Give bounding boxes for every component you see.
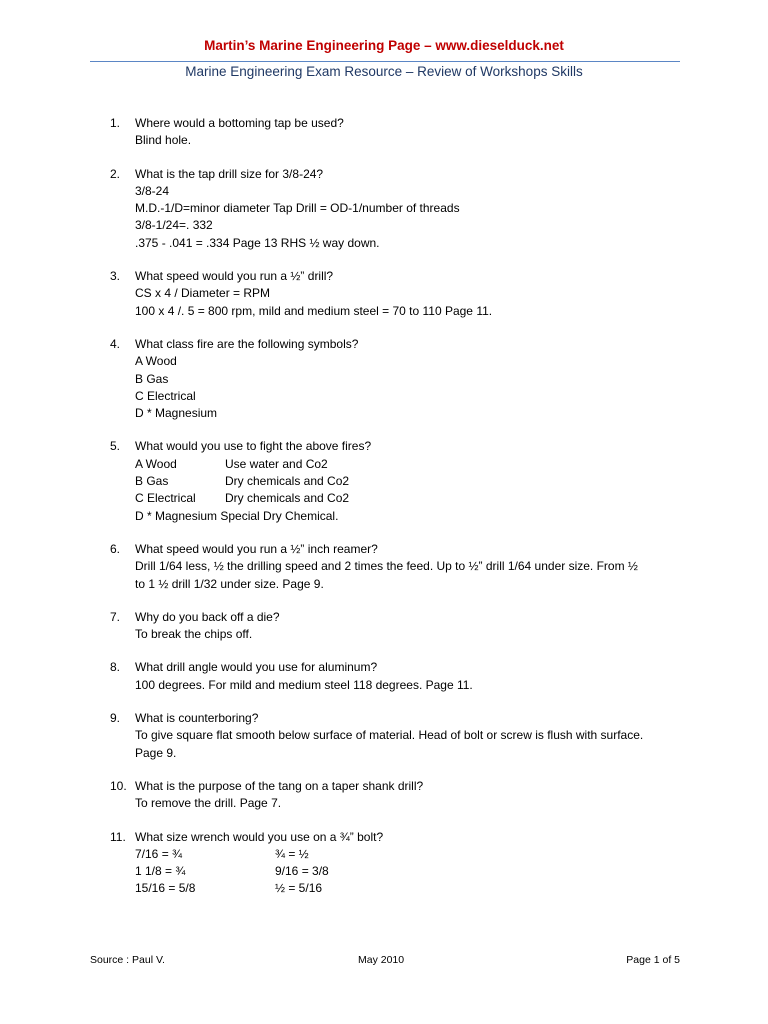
question-number: 2.	[110, 166, 121, 181]
answer-line: D * Magnesium	[135, 406, 218, 421]
fire-class: B Gas	[135, 474, 169, 489]
question-item	[110, 710, 690, 762]
answer-line: To remove the drill. Page 7.	[135, 796, 282, 811]
answer-line: 100 x 4 /. 5 = 800 rpm, mild and medium steel = 70 to 110 Page 11.	[135, 303, 493, 318]
question-number: 1.	[110, 116, 121, 130]
question-item	[110, 166, 690, 252]
question-list	[110, 115, 690, 914]
fire-class: A Wood	[135, 456, 177, 471]
question-text: What size wrench would you use on a ¾” bolt?	[135, 829, 384, 844]
question-item	[110, 268, 690, 320]
question-number: 3.	[110, 269, 121, 284]
question-item	[110, 829, 690, 898]
answer-line: Drill 1/64 less, ½ the drilling speed and 2 times the feed. Up to ½” drill 1/64 under size. From ½	[135, 559, 638, 574]
question-item	[110, 778, 690, 813]
question-text: What is the purpose of the tang on a taper shank drill?	[135, 778, 424, 793]
answer-line: To give square flat smooth below surface of material. Head of bolt or screw is flush with surface.	[135, 728, 644, 743]
question-number: 11.	[110, 829, 126, 844]
wrench-size: ¾ = ½	[275, 846, 309, 861]
header-divider	[90, 61, 680, 62]
question-text: What drill angle would you use for aluminum?	[135, 660, 378, 675]
answer-line: To break the chips off.	[135, 627, 253, 642]
question-text: What is counterboring?	[135, 711, 259, 726]
extinguisher: Dry chemicals and Co2	[225, 474, 350, 489]
question-number: 10.	[110, 778, 127, 793]
question-item	[110, 541, 690, 593]
answer-line: A Wood	[135, 354, 177, 369]
site-header: Martin’s Marine Engineering Page – www.dieselduck.net	[204, 38, 564, 53]
question-item	[110, 438, 690, 524]
answer-row	[135, 880, 690, 897]
question-item	[110, 336, 690, 422]
answer-row	[135, 863, 690, 880]
answer-row	[135, 508, 690, 525]
answer-line: M.D.-1/D=minor diameter Tap Drill = OD-1/number of threads	[135, 201, 460, 216]
question-item	[110, 115, 690, 150]
answer-line: Page 9.	[135, 745, 177, 760]
fire-class: C Electrical	[135, 491, 196, 506]
question-text: What speed would you run a ½” inch reamer?	[135, 541, 378, 556]
question-number: 8.	[110, 660, 121, 675]
question-item	[110, 609, 690, 644]
answer-line: Blind hole.	[135, 133, 192, 148]
footer-page-number: Page 1 of 5	[626, 954, 680, 966]
answer-row	[135, 490, 690, 507]
footer-date: May 2010	[358, 954, 405, 966]
answer-line: to 1 ½ drill 1/32 under size. Page 9.	[135, 576, 324, 591]
extinguisher: Dry chemicals and Co2	[225, 491, 350, 506]
answer-line: .375 - .041 = .334 Page 13 RHS ½ way down.	[135, 235, 380, 250]
question-text: Why do you back off a die?	[135, 609, 280, 624]
answer-line: 100 degrees. For mild and medium steel 118 degrees. Page 11.	[135, 677, 473, 692]
document-title: Marine Engineering Exam Resource – Review of Workshops Skills	[185, 64, 583, 79]
question-text: What is the tap drill size for 3/8-24?	[135, 166, 324, 181]
question-text: Where would a bottoming tap be used?	[135, 116, 344, 130]
question-text: What would you use to fight the above fires?	[135, 439, 372, 454]
question-number: 4.	[110, 336, 121, 351]
question-text: What speed would you run a ½” drill?	[135, 269, 334, 284]
wrench-size: ½ = 5/16	[275, 881, 323, 896]
answer-line: 3/8-24	[135, 183, 170, 198]
wrench-size: 15/16 = 5/8	[135, 881, 196, 896]
answer-line: CS x 4 / Diameter = RPM	[135, 286, 271, 301]
question-item	[110, 659, 690, 694]
answer-line: B Gas	[135, 371, 169, 386]
extinguisher: Use water and Co2	[225, 456, 328, 471]
question-number: 5.	[110, 439, 121, 454]
wrench-size: 9/16 = 3/8	[275, 864, 329, 879]
question-number: 6.	[110, 541, 121, 556]
question-number: 9.	[110, 711, 121, 726]
question-text: What class fire are the following symbols?	[135, 336, 359, 351]
answer-row	[135, 473, 690, 490]
answer-row	[135, 456, 690, 473]
wrench-size: 1 1/8 = ¾	[135, 864, 186, 879]
answer-row	[135, 846, 690, 863]
answer-line: C Electrical	[135, 388, 196, 403]
fire-class: D * Magnesium Special Dry Chemical.	[135, 508, 339, 523]
footer-source: Source : Paul V.	[90, 954, 165, 966]
wrench-size: 7/16 = ¾	[135, 846, 183, 861]
answer-line: 3/8-1/24=. 332	[135, 218, 213, 233]
question-number: 7.	[110, 609, 121, 624]
